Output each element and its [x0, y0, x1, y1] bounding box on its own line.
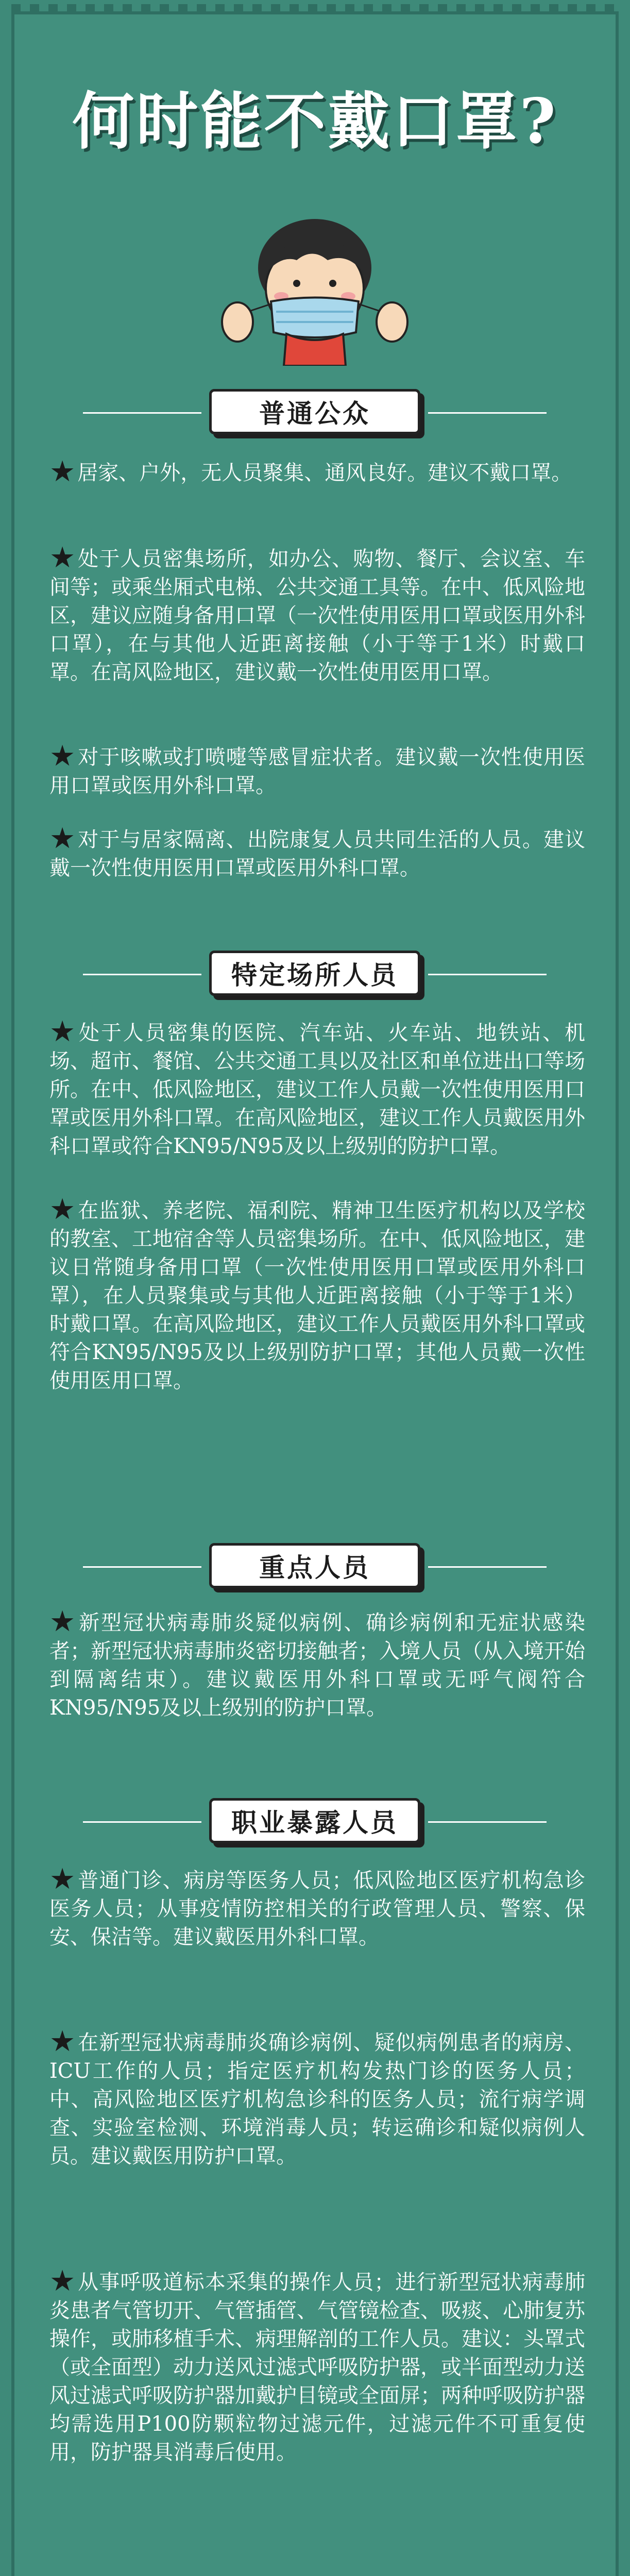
star-icon: ★ [49, 2025, 76, 2058]
list-item: ★ 在新型冠状病毒肺炎确诊病例、疑似病例患者的病房、ICU工作的人员；指定医疗机构发热门诊的医务人员；中、高风险地区医疗机构急诊科的医务人员；流行病学调查、实验室检测、环境消毒人员；转运确诊和疑似病例人员。建议戴医用防护口罩。 [49, 2025, 586, 2168]
section-heading-general-public: 普通公众 [209, 389, 420, 434]
star-icon: ★ [49, 822, 76, 855]
page-title: 何时能不戴口罩? [72, 85, 558, 158]
list-item: ★ 在监狱、养老院、福利院、精神卫生医疗机构以及学校的教室、工地宿舍等人员密集场所。在中、低风险地区，建议日常随身备用口罩（一次性使用医用口罩或医用外科口罩），在人员聚集或与其他人近距离接触（小于等于1米）时戴口罩。在高风险地区，建议工作人员戴医用外科口罩或符合KN95/N95及以上级别防护口罩；其他人员戴一次性使用医用口罩。 [49, 1193, 586, 1393]
star-icon: ★ [49, 1015, 77, 1048]
star-icon: ★ [49, 455, 76, 488]
list-item: ★ 从事呼吸道标本采集的操作人员；进行新型冠状病毒肺炎患者气管切开、气管插管、气管镜检查、吸痰、心肺复苏操作，或肺移植手术、病理解剖的工作人员。建议：头罩式（或全面型）动力送风过滤式呼吸防护器，或半面型动力送风过滤式呼吸防护器加戴护目镜或全面屏；两种呼吸防护器均需选用P100防颗粒物过滤元件，过滤元件不可重复使用，防护器具消毒后使用。 [49, 2264, 586, 2464]
list-item: ★ 处于人员密集的医院、汽车站、火车站、地铁站、机场、超市、餐馆、公共交通工具以及社区和单位进出口等场所。在中、低风险地区，建议工作人员戴一次性使用医用口罩或医用外科口罩。在高风险地区，建议工作人员戴医用外科口罩或符合KN95/N95及以上级别的防护口罩。 [49, 1015, 586, 1158]
section-heading-occupational-exposure: 职业暴露人员 [209, 1798, 420, 1843]
star-icon: ★ [49, 2264, 76, 2298]
list-item: ★ 对于咳嗽或打喷嚏等感冒症状者。建议戴一次性使用医用口罩或医用外科口罩。 [49, 739, 586, 798]
star-icon: ★ [49, 1605, 77, 1638]
section-heading-key-persons: 重点人员 [209, 1543, 420, 1588]
list-item: ★ 处于人员密集场所，如办公、购物、餐厅、会议室、车间等；或乘坐厢式电梯、公共交通工具等。在中、低风险地区，建议应随身备用口罩（一次性使用医用口罩或医用外科口罩），在与其他人近距离接触（小于等于1米）时戴口罩。在高风险地区，建议戴一次性使用医用口罩。 [49, 541, 586, 684]
list-item: ★ 新型冠状病毒肺炎疑似病例、确诊病例和无症状感染者；新型冠状病毒肺炎密切接触者；入境人员（从入境开始到隔离结束）。建议戴医用外科口罩或无呼气阀符合KN95/N95及以上级别的防护口罩。 [49, 1605, 586, 1720]
star-icon: ★ [49, 739, 76, 773]
star-icon: ★ [49, 1193, 76, 1226]
list-item: ★ 普通门诊、病房等医务人员；低风险地区医疗机构急诊医务人员；从事疫情防控相关的行政管理人员、警察、保安、保洁等。建议戴医用外科口罩。 [49, 1862, 586, 1949]
list-item: ★ 居家、户外，无人员聚集、通风良好。建议不戴口罩。 [49, 455, 572, 488]
star-icon: ★ [49, 1862, 76, 1896]
list-item: ★ 对于与居家隔离、出院康复人员共同生活的人员。建议戴一次性使用医用口罩或医用外科口罩。 [49, 822, 586, 880]
star-icon: ★ [49, 541, 76, 574]
section-heading-specific-venues: 特定场所人员 [209, 951, 420, 996]
child-with-mask-illustration [209, 211, 420, 366]
